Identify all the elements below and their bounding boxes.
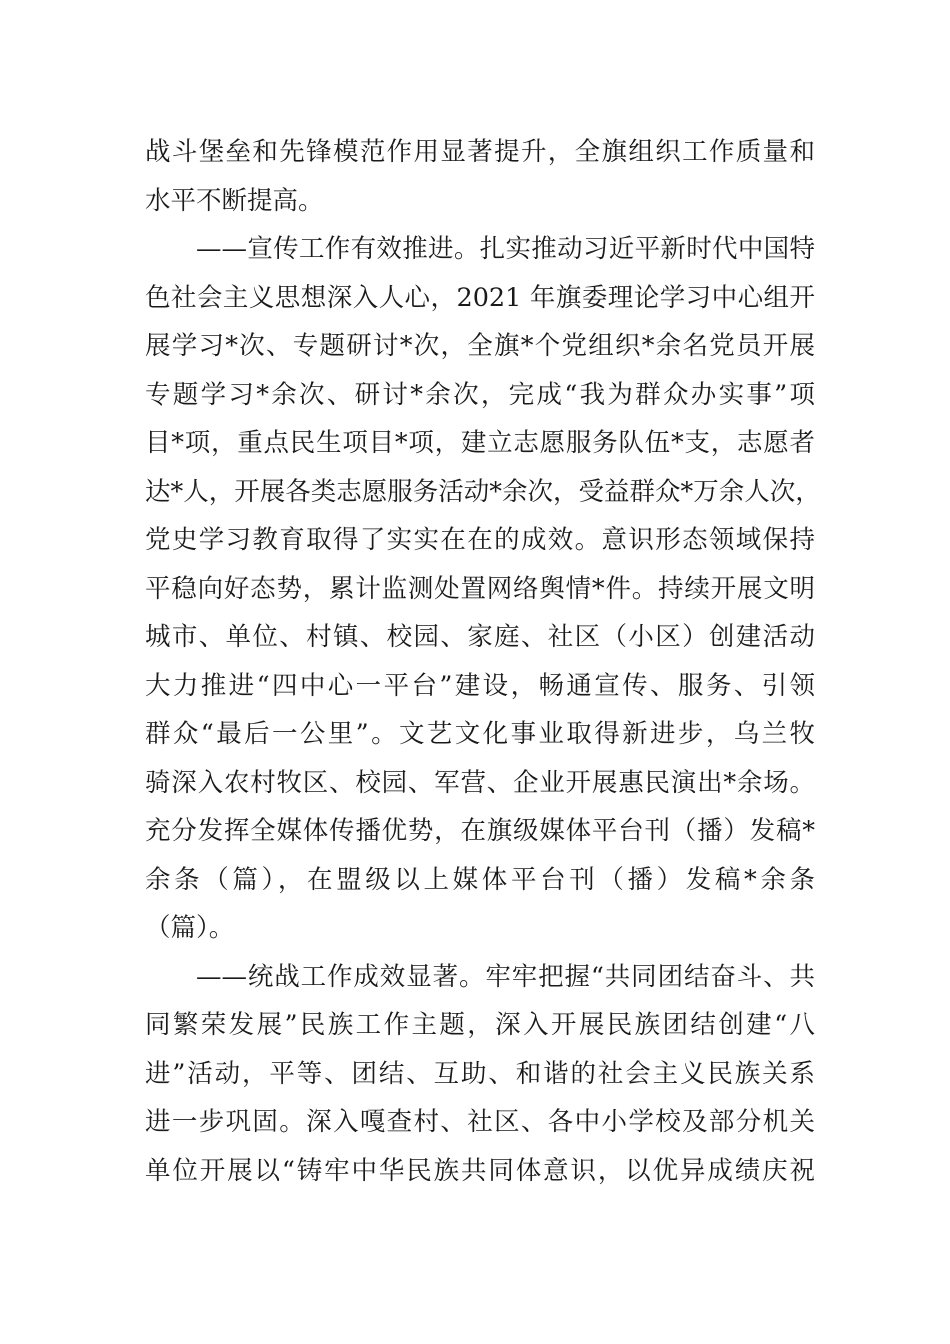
text-line: 色社会主义思想深入人心，2021 年旗委理论学习中心组开 xyxy=(145,282,815,313)
text-line: 达*人，开展各类志愿服务活动*余次，受益群众*万余人次， xyxy=(145,476,821,507)
text-line: 展学习*次、专题研讨*次，全旗*个党组织*余名党员开展 xyxy=(145,331,815,361)
paragraph-heading-line: ——宣传工作有效推进。扎实推动习近平新时代中国特 xyxy=(196,234,815,264)
text-line: 专题学习*余次、研讨*余次，完成“我为群众办实事”项 xyxy=(145,379,815,410)
text-line: 战斗堡垒和先锋模范作用显著提升，全旗组织工作质量和 xyxy=(145,137,815,167)
text-line: 骑深入农村牧区、校园、军营、企业开展惠民演出*余场。 xyxy=(145,767,815,798)
text-line: 群众“最后一公里”。文艺文化事业取得新进步，乌兰牧 xyxy=(145,719,815,749)
text-line: 目*项，重点民生项目*项，建立志愿服务队伍*支，志愿者 xyxy=(145,428,815,458)
text-line: 充分发挥全媒体传播优势，在旗级媒体平台刊（播）发稿* xyxy=(145,816,815,846)
paragraph-heading-line: ——统战工作成效显著。牢牢把握“共同团结奋斗、共 xyxy=(196,961,815,992)
text-line: 党史学习教育取得了实实在在的成效。意识形态领域保持 xyxy=(145,525,815,555)
text-line: 单位开展以“铸牢中华民族共同体意识，以优异成绩庆祝 xyxy=(145,1155,815,1186)
text-line: 城市、单位、村镇、校园、家庭、社区（小区）创建活动 xyxy=(145,622,815,652)
text-line: 余条（篇），在盟级以上媒体平台刊（播）发稿*余条 xyxy=(145,864,815,895)
text-line: 平稳向好态势，累计监测处置网络舆情*件。持续开展文明 xyxy=(145,573,815,604)
text-line: 大力推进“四中心一平台”建设，畅通宣传、服务、引领 xyxy=(145,670,815,701)
document-page xyxy=(145,128,821,1195)
text-line: 进”活动，平等、团结、互助、和谐的社会主义民族关系 xyxy=(145,1058,815,1089)
text-line: （篇）。 xyxy=(145,913,235,943)
text-line: 同繁荣发展”民族工作主题，深入开展民族团结创建“八 xyxy=(145,1010,815,1040)
text-line: 水平不断提高。 xyxy=(145,185,324,216)
text-line: 进一步巩固。深入嘎查村、社区、各中小学校及部分机关 xyxy=(145,1107,815,1137)
